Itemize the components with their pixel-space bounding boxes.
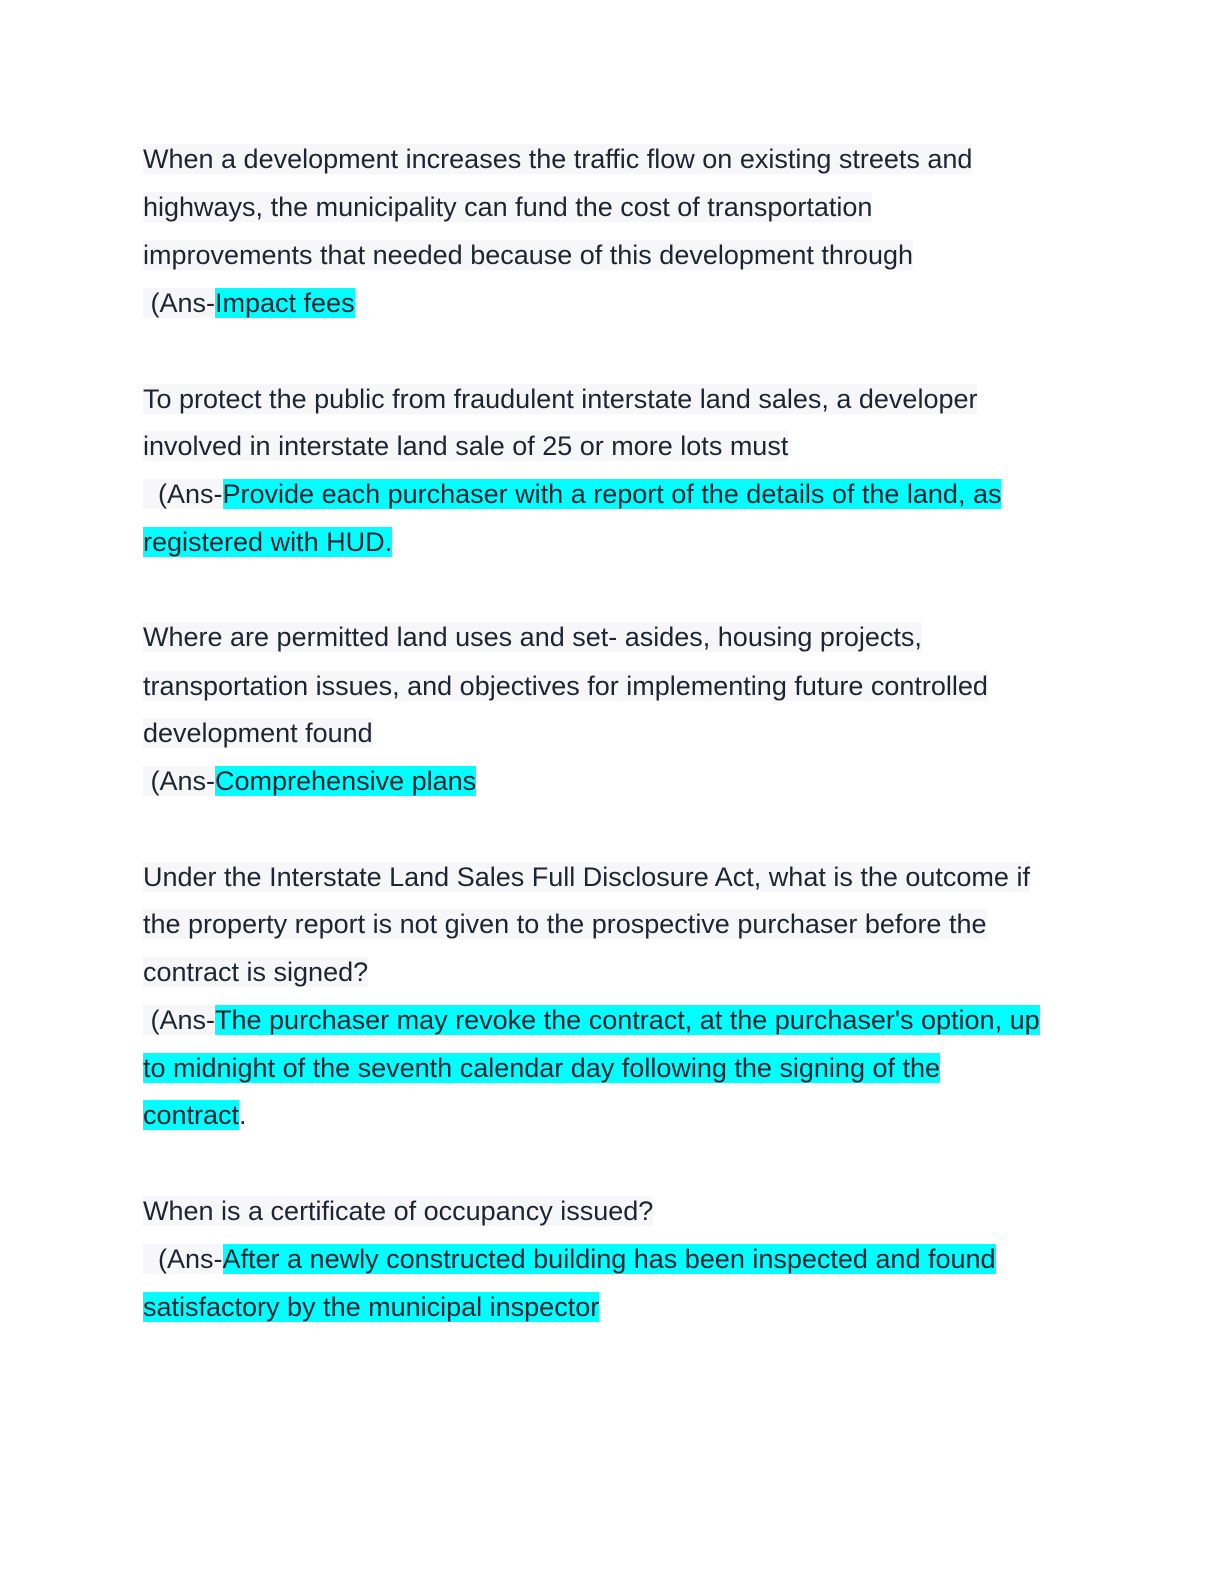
question-1-line-3: improvements that needed because of this development through [143,240,913,270]
answer-prefix: (Ans- [143,766,216,796]
answer-4-line-2 [143,1050,940,1086]
answer-3-line-1 [143,763,476,799]
answer-highlight: After a newly constructed building has been inspected and found [222,1244,996,1274]
question-1-line-2: highways, the municipality can fund the cost of transportation [143,192,873,222]
answer-5-line-1 [143,1241,996,1277]
question-1-line-1: When a development increases the traffic flow on existing streets and [143,144,973,174]
answer-highlight: Impact fees [215,288,355,318]
question-4-line-1: Under the Interstate Land Sales Full Disclosure Act, what is the outcome if [143,862,1030,892]
answer-2-line-1 [143,476,1001,512]
question-4-line-3: contract is signed? [143,957,369,987]
question-2-line-2: involved in interstate land sale of 25 or more lots must [143,431,789,461]
answer-suffix: . [239,1100,247,1130]
question-3-line-3: development found [143,718,373,748]
answer-highlight: contract [143,1100,240,1130]
question-2-line-1: To protect the public from fraudulent interstate land sales, a developer [143,384,978,414]
answer-highlight: Provide each purchaser with a report of the details of the land, as [222,479,1002,509]
answer-prefix: (Ans- [143,288,216,318]
answer-highlight: Comprehensive plans [215,766,477,796]
answer-prefix: (Ans- [143,1005,216,1035]
question-3-line-2: transportation issues, and objectives for implementing future controlled [143,671,988,701]
answer-5-line-2 [143,1289,599,1325]
answer-2-line-2 [143,524,392,560]
question-5-line-1: When is a certificate of occupancy issued? [143,1196,654,1226]
question-4-line-2: the property report is not given to the prospective purchaser before the [143,909,987,939]
answer-4-line-3 [143,1097,247,1133]
answer-highlight: to midnight of the seventh calendar day following the signing of the [143,1053,941,1083]
answer-highlight: registered with HUD. [143,527,393,557]
answer-prefix: (Ans- [143,1244,223,1274]
answer-1-line-1 [143,285,355,321]
answer-4-line-1 [143,1002,1040,1038]
answer-highlight: The purchaser may revoke the contract, at the purchaser's option, up [215,1005,1040,1035]
answer-highlight: satisfactory by the municipal inspector [143,1292,600,1322]
question-3-line-1: Where are permitted land uses and set- asides, housing projects, [143,622,922,652]
answer-prefix: (Ans- [143,479,223,509]
